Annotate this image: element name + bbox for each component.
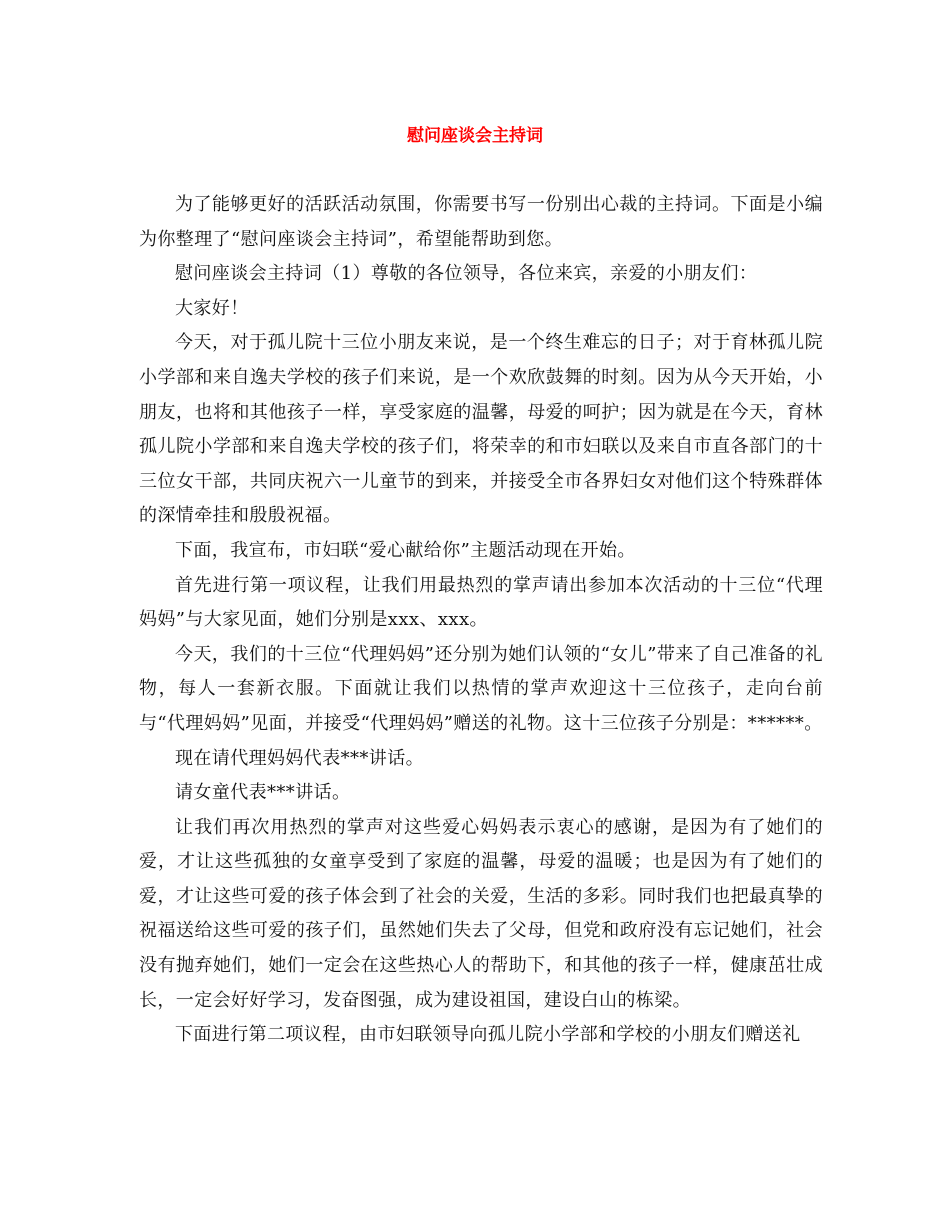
document-title: 慰问座谈会主持词: [407, 126, 543, 146]
paragraph-announcement: 下面，我宣布，市妇联“爱心献给你”主题活动现在开始。: [175, 539, 636, 561]
paragraph-agenda-one: 首先进行第一项议程，让我们用最热烈的掌声请出参加本次活动的十三位“代理妈妈”与大家见面，她们分别是xxx、xxx。: [139, 574, 823, 631]
paragraph-agenda-two: 下面进行第二项议程，由市妇联领导向孤儿院小学部和学校的小朋友们赠送礼: [175, 1024, 801, 1046]
paragraph-thanks: 让我们再次用热烈的掌声对这些爱心妈妈表示衷心的感谢，是因为有了她们的爱，才让这些孤独的女童享受到了家庭的温馨，母爱的温暖；也是因为有了她们的爱，才让这些可爱的孩子体会到了社会的关爱，生活的多彩。同时我们也把最真挚的祝福送给这些可爱的孩子们，虽然她们失去了父母，但党和政府没有忘记她们，社会没有抛弃她们，她们一定会在这些热心人的帮助下，和其他的孩子一样，健康茁壮成长，一定会好好学习，发奋图强，成为建设祖国，建设白山的栋梁。: [139, 816, 823, 1011]
document-body: [139, 188, 823, 1053]
paragraph-child-speech: 请女童代表***讲话。: [175, 782, 351, 804]
paragraph-greeting: 大家好！: [175, 297, 249, 319]
paragraph-gifts: 今天，我们的十三位“代理妈妈”还分别为她们认领的“女儿”带来了自己准备的礼物，每人一套新衣服。下面就让我们以热情的掌声欢迎这十三位孩子，走向台前与“代理妈妈”见面，并接受“代理妈妈”赠送的礼物。这十三位孩子分别是：******。: [139, 643, 823, 734]
paragraph-opening: 今天，对于孤儿院十三位小朋友来说，是一个终生难忘的日子；对于育林孤儿院小学部和来自逸夫学校的孩子们来说，是一个欢欣鼓舞的时刻。因为从今天开始，小朋友，也将和其他孩子一样，享受家庭的温馨，母爱的呵护；因为就是在今天，育林孤儿院小学部和来自逸夫学校的孩子们，将荣幸的和市妇联以及来自市直各部门的十三位女干部，共同庆祝六一儿童节的到来，并接受全市各界妇女对他们这个特殊群体的深情牵挂和殷殷祝福。: [139, 332, 823, 527]
paragraph-mother-speech: 现在请代理妈妈代表***讲话。: [175, 747, 424, 769]
paragraph-intro: 为了能够更好的活跃活动氛围，你需要书写一份别出心裁的主持词。下面是小编为你整理了“慰问座谈会主持词”，希望能帮助到您。: [139, 194, 823, 250]
paragraph-salutation: 慰问座谈会主持词（1）尊敬的各位领导，各位来宾，亲爱的小朋友们：: [175, 263, 758, 285]
